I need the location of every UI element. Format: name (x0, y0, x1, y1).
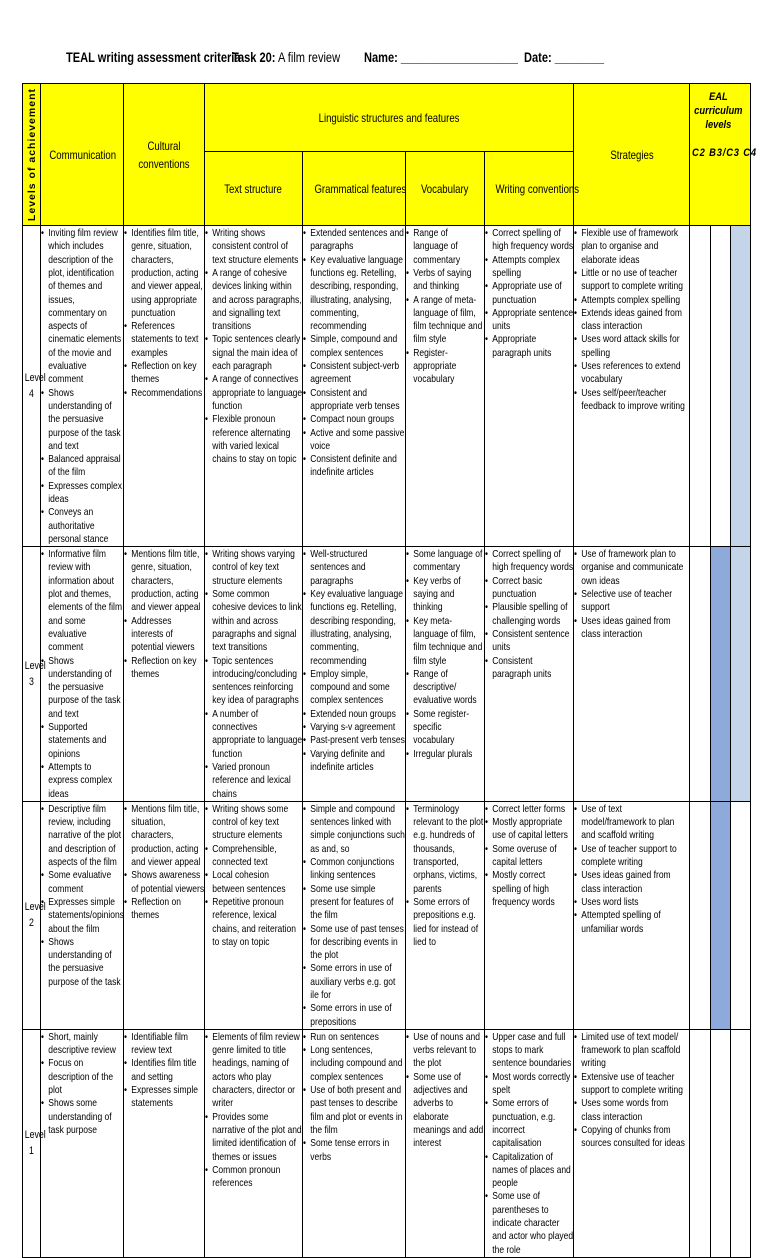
name-field[interactable]: Name: ___________________ (364, 50, 518, 65)
criteria-item: • Use of text model/framework to plan and scaffold writing (574, 803, 690, 843)
criteria-item: • Some register-specific vocabulary (406, 708, 484, 748)
level-4-writing-conventions (485, 226, 574, 547)
level-3-text-structure (205, 547, 303, 802)
criteria-item: • Some overuse of capital letters (485, 843, 573, 870)
level-1-text-structure (205, 1029, 303, 1257)
criteria-item: • Verbs of saying and thinking (406, 267, 484, 294)
criteria-item: • Extended sentences and paragraphs (303, 227, 405, 254)
criteria-item: • Employ simple, compound and some complex sentences (303, 668, 405, 708)
criteria-item: • Appropriate use of punctuation (485, 280, 573, 307)
criteria-item: • Some language of commentary (406, 548, 484, 575)
criteria-item: • Reflection on key themes (124, 360, 204, 387)
criteria-item: • Some use of past tenses for describing events in the plot (303, 923, 405, 963)
criteria-item: • Some tense errors in verbs (303, 1137, 405, 1164)
criteria-item: • Some evaluative comment (41, 869, 123, 896)
criteria-item: • Some errors of prepositions e.g. lied for instead of lied to (406, 896, 484, 949)
level-3-row (23, 547, 751, 802)
criteria-item: • Correct letter forms (485, 803, 573, 816)
criteria-item: • Shows understanding of the persuasive purpose of the task and text (41, 655, 123, 721)
criteria-item: • Identifies film title, genre, situation, characters, production, acting and viewer appeal, using appropriate punctuation (124, 227, 204, 320)
criteria-item: • Comprehensible, connected text (205, 843, 302, 870)
criteria-item: • Compact noun groups (303, 413, 405, 426)
criteria-item: • Attempts complex spelling (574, 294, 690, 307)
criteria-item: • Some common cohesive devices to link within and across paragraphs and signal text transitions (205, 588, 302, 654)
criteria-item: • Capitalization of names of places and people (485, 1151, 573, 1191)
eal-b3c3-cell (711, 547, 731, 802)
criteria-item: • Some use of parentheses to indicate character and actor who played the role (485, 1190, 573, 1256)
level-1-cultural (124, 1029, 205, 1257)
level-4-communication (41, 226, 124, 547)
criteria-item: • Mostly correct spelling of high frequency words (485, 869, 573, 909)
criteria-item: • Some errors in use of prepositions (303, 1002, 405, 1029)
criteria-item: • Uses ideas gained from class interaction (574, 869, 690, 896)
criteria-item: • Use of framework plan to organise and communicate own ideas (574, 548, 690, 588)
level-1-strategies (574, 1029, 690, 1257)
criteria-item: • Attempts to express complex ideas (41, 761, 123, 801)
criteria-item: • Short, mainly descriptive review (41, 1031, 123, 1058)
criteria-item: • Uses word lists (574, 896, 690, 909)
criteria-item: • Reflection on key themes (124, 655, 204, 682)
criteria-item: • A range of cohesive devices linking within and across paragraphs, and signalling text transitions (205, 267, 302, 333)
criteria-item: • Informative film review with information about plot and themes, elements of the film and some evaluative comment (41, 548, 123, 654)
eal-c4-cell (731, 226, 751, 547)
criteria-item: • Some use of adjectives and adverbs to elaborate meanings and add interest (406, 1071, 484, 1151)
criteria-item: • Key evaluative language functions eg. Retelling, describing responding, illustrating, analysing, commenting, recommending (303, 588, 405, 668)
criteria-item: • Long sentences, including compound and complex sentences (303, 1044, 405, 1084)
criteria-item: • Writing shows consistent control of text structure elements (205, 227, 302, 267)
level-2-writing-conventions (485, 801, 574, 1029)
level-2-row (23, 801, 751, 1029)
criteria-item: • Appropriate sentence units (485, 307, 573, 334)
criteria-item: • Focus on description of the plot (41, 1057, 123, 1097)
level-2-label: Level 2 (23, 801, 41, 1029)
criteria-item: • Writing shows some control of key text structure elements (205, 803, 302, 843)
criteria-item: • Use of both present and past tenses to describe film and plot or events in the film (303, 1084, 405, 1137)
level-3-vocabulary (406, 547, 485, 802)
criteria-item: • Shows awareness of potential viewers (124, 869, 204, 896)
assessment-rubric-table (22, 83, 757, 1258)
level-4-grammatical (303, 226, 406, 547)
criteria-item: • Key verbs of saying and thinking (406, 575, 484, 615)
level-4-row (23, 226, 751, 547)
criteria-item: • Balanced appraisal of the film (41, 453, 123, 480)
level-4-cultural (124, 226, 205, 547)
level-4-label: Level 4 (23, 226, 41, 547)
level-3-strategies (574, 547, 690, 802)
criteria-item: • Attempts complex spelling (485, 254, 573, 281)
criteria-item: • Identifies film title and setting (124, 1057, 204, 1084)
level-1-vocabulary (406, 1029, 485, 1257)
criteria-item: • Register-appropriate vocabulary (406, 347, 484, 387)
criteria-item: • Topic sentences clearly signal the main idea of each paragraph (205, 333, 302, 373)
criteria-item: • Correct spelling of high frequency words (485, 227, 573, 254)
criteria-item: • Inviting film review which includes description of the plot, identification of themes and issues, commentary on aspects of cinematic elements of the movie and evaluative comment (41, 227, 123, 387)
criteria-item: • Writing shows varying control of key text structure elements (205, 548, 302, 588)
criteria-item: • Use of nouns and verbs relevant to the plot (406, 1031, 484, 1071)
level-2-communication (41, 801, 124, 1029)
level-3-label: Level 3 (23, 547, 41, 802)
criteria-item: • Consistent paragraph units (485, 655, 573, 682)
communication-header: Communication (41, 84, 124, 226)
linguistic-structures-header: Linguistic structures and features (205, 84, 574, 152)
writing-conventions-header: Writing conventions (485, 152, 574, 226)
criteria-item: • Terminology relevant to the plot e.g. hundreds of thousands, transported, orphans, victims, parents (406, 803, 484, 896)
criteria-item: • A range of meta-language of film, film technique and film style (406, 294, 484, 347)
criteria-item: • Varying definite and indefinite articles (303, 748, 405, 775)
criteria-item: • Uses self/peer/teacher feedback to improve writing (574, 387, 690, 414)
criteria-item: • Shows some understanding of task purpose (41, 1097, 123, 1137)
criteria-item: • Expresses simple statements (124, 1084, 204, 1111)
criteria-item: • Topic sentences introducing/concluding sentences reinforcing key idea of paragraphs (205, 655, 302, 708)
criteria-item: • Most words correctly spelt (485, 1071, 573, 1098)
criteria-item: • Correct spelling of high frequency words (485, 548, 573, 575)
level-2-grammatical (303, 801, 406, 1029)
criteria-item: • Mostly appropriate use of capital letters (485, 816, 573, 843)
criteria-item: • Copying of chunks from sources consulted for ideas (574, 1124, 690, 1151)
criteria-item: • Conveys an authoritative personal stance (41, 506, 123, 546)
criteria-item: • Uses references to extend vocabulary (574, 360, 690, 387)
criteria-item: • Range of descriptive/ evaluative words (406, 668, 484, 708)
criteria-item: • Extensive use of teacher support to complete writing (574, 1071, 690, 1098)
eal-c4-cell (731, 801, 751, 1029)
cultural-conventions-header: Cultural conventions (124, 84, 205, 226)
level-3-communication (41, 547, 124, 802)
criteria-item: • Past-present verb tenses (303, 734, 405, 747)
grammatical-features-header: Grammatical features (303, 152, 406, 226)
level-1-grammatical (303, 1029, 406, 1257)
criteria-item: • Mentions film title, genre, situation, characters, production, acting and viewer appeal (124, 548, 204, 614)
level-3-grammatical (303, 547, 406, 802)
level-3-writing-conventions (485, 547, 574, 802)
criteria-item: • Consistent subject-verb agreement (303, 360, 405, 387)
criteria-item: • Local cohesion between sentences (205, 869, 302, 896)
criteria-item: • Upper case and full stops to mark sentence boundaries (485, 1031, 573, 1071)
text-structure-header: Text structure (205, 152, 303, 226)
levels-column-header: Levels of achievement (23, 84, 41, 226)
task-heading: Task 20: A film review (232, 50, 341, 65)
criteria-item: • Extended noun groups (303, 708, 405, 721)
criteria-item: • Shows understanding of the persuasive purpose of the task (41, 936, 123, 989)
criteria-item: • Range of language of commentary (406, 227, 484, 267)
criteria-item: • Shows understanding of the persuasive purpose of the task and text (41, 387, 123, 453)
criteria-item: • Appropriate paragraph units (485, 333, 573, 360)
criteria-item: • Expresses complex ideas (41, 480, 123, 507)
criteria-item: • Provides some narrative of the plot and limited identification of themes or issues (205, 1111, 302, 1164)
criteria-item: • Some errors in use of auxiliary verbs e.g. got ile for (303, 962, 405, 1002)
criteria-item: • Consistent definite and indefinite articles (303, 453, 405, 480)
criteria-item: • Well-structured sentences and paragraphs (303, 548, 405, 588)
eal-level-codes: C2 B3/C3 C4 (692, 147, 757, 159)
criteria-item: • References statements to text examples (124, 320, 204, 360)
criteria-item: • A range of connectives appropriate to language function (205, 373, 302, 413)
criteria-item: • A number of connectives appropriate to language function (205, 708, 302, 761)
eal-c2-cell (690, 801, 711, 1029)
criteria-item: • Correct basic punctuation (485, 575, 573, 602)
criteria-item: • Simple, compound and complex sentences (303, 333, 405, 360)
document-title: TEAL writing assessment criteria (66, 50, 241, 65)
criteria-item: • Some errors of punctuation, e.g. incorrect capitalisation (485, 1097, 573, 1150)
criteria-item: • Key evaluative language functions eg. Retelling, describing, responding, illustrating, analysing, commenting, recommending (303, 254, 405, 334)
eal-b3c3-cell (711, 1029, 731, 1257)
level-3-cultural (124, 547, 205, 802)
eal-c2-cell (690, 1029, 711, 1257)
criteria-item: • Simple and compound sentences linked with simple conjunctions such as and, so (303, 803, 405, 856)
vocabulary-header: Vocabulary (406, 152, 485, 226)
criteria-item: • Varying s-v agreement (303, 721, 405, 734)
criteria-item: • Flexible use of framework plan to organise and elaborate ideas (574, 227, 690, 267)
criteria-item: • Repetitive pronoun reference, lexical chains, and reiteration to stay on topic (205, 896, 302, 949)
eal-c2-cell (690, 547, 711, 802)
criteria-item: • Attempted spelling of unfamiliar words (574, 909, 690, 936)
criteria-item: • Elements of film review genre limited to title headings, naming of actors who play characters, director or writer (205, 1031, 302, 1111)
criteria-item: • Identifiable film review text (124, 1031, 204, 1058)
criteria-item: • Common conjunctions linking sentences (303, 856, 405, 883)
level-4-vocabulary (406, 226, 485, 547)
level-2-cultural (124, 801, 205, 1029)
criteria-item: • Some use simple present for features of the film (303, 883, 405, 923)
date-field[interactable]: Date: ________ (524, 50, 605, 65)
criteria-item: • Irregular plurals (406, 748, 484, 761)
level-1-writing-conventions (485, 1029, 574, 1257)
criteria-item: • Addresses interests of potential viewers (124, 615, 204, 655)
level-1-label: Level 1 (23, 1029, 41, 1257)
eal-b3c3-cell (711, 226, 731, 547)
eal-c4-cell (731, 547, 751, 802)
criteria-item: • Consistent and appropriate verb tenses (303, 387, 405, 414)
eal-c4-cell (731, 1029, 751, 1257)
criteria-item: • Consistent sentence units (485, 628, 573, 655)
criteria-item: • Reflection on themes (124, 896, 204, 923)
criteria-item: • Varied pronoun reference and lexical chains (205, 761, 302, 801)
criteria-item: • Run on sentences (303, 1031, 405, 1044)
level-4-text-structure (205, 226, 303, 547)
criteria-item: • Plausible spelling of challenging words (485, 601, 573, 628)
criteria-item: • Selective use of teacher support (574, 588, 690, 615)
criteria-item: • Extends ideas gained from class interaction (574, 307, 690, 334)
criteria-item: • Recommendations (124, 387, 204, 400)
criteria-item: • Limited use of text model/ framework to plan scaffold writing (574, 1031, 690, 1071)
eal-curriculum-levels-header: EAL curriculum levels C2 B3/C3 C4 (690, 84, 751, 226)
criteria-item: • Key meta-language of film, film technique and film style (406, 615, 484, 668)
criteria-item: • Descriptive film review, including narrative of the plot and description of aspects of the film (41, 803, 123, 869)
level-2-vocabulary (406, 801, 485, 1029)
criteria-item: • Common pronoun references (205, 1164, 302, 1191)
criteria-item: • Flexible pronoun reference alternating with varied lexical chains to stay on topic (205, 413, 302, 466)
level-1-communication (41, 1029, 124, 1257)
criteria-item: • Mentions film title, situation, characters, production, acting and viewer appeal (124, 803, 204, 869)
criteria-item: • Use of teacher support to complete writing (574, 843, 690, 870)
criteria-item: • Active and some passive voice (303, 427, 405, 454)
eal-b3c3-cell (711, 801, 731, 1029)
criteria-item: • Little or no use of teacher support to complete writing (574, 267, 690, 294)
criteria-item: • Expresses simple statements/opinions about the film (41, 896, 123, 936)
level-1-row (23, 1029, 751, 1257)
criteria-item: • Supported statements and opinions (41, 721, 123, 761)
eal-c2-cell (690, 226, 711, 547)
level-2-text-structure (205, 801, 303, 1029)
criteria-item: • Uses word attack skills for spelling (574, 333, 690, 360)
criteria-item: • Uses some words from class interaction (574, 1097, 690, 1124)
criteria-item: • Uses ideas gained from class interaction (574, 615, 690, 642)
level-4-strategies (574, 226, 690, 547)
level-2-strategies (574, 801, 690, 1029)
strategies-header: Strategies (574, 84, 690, 226)
